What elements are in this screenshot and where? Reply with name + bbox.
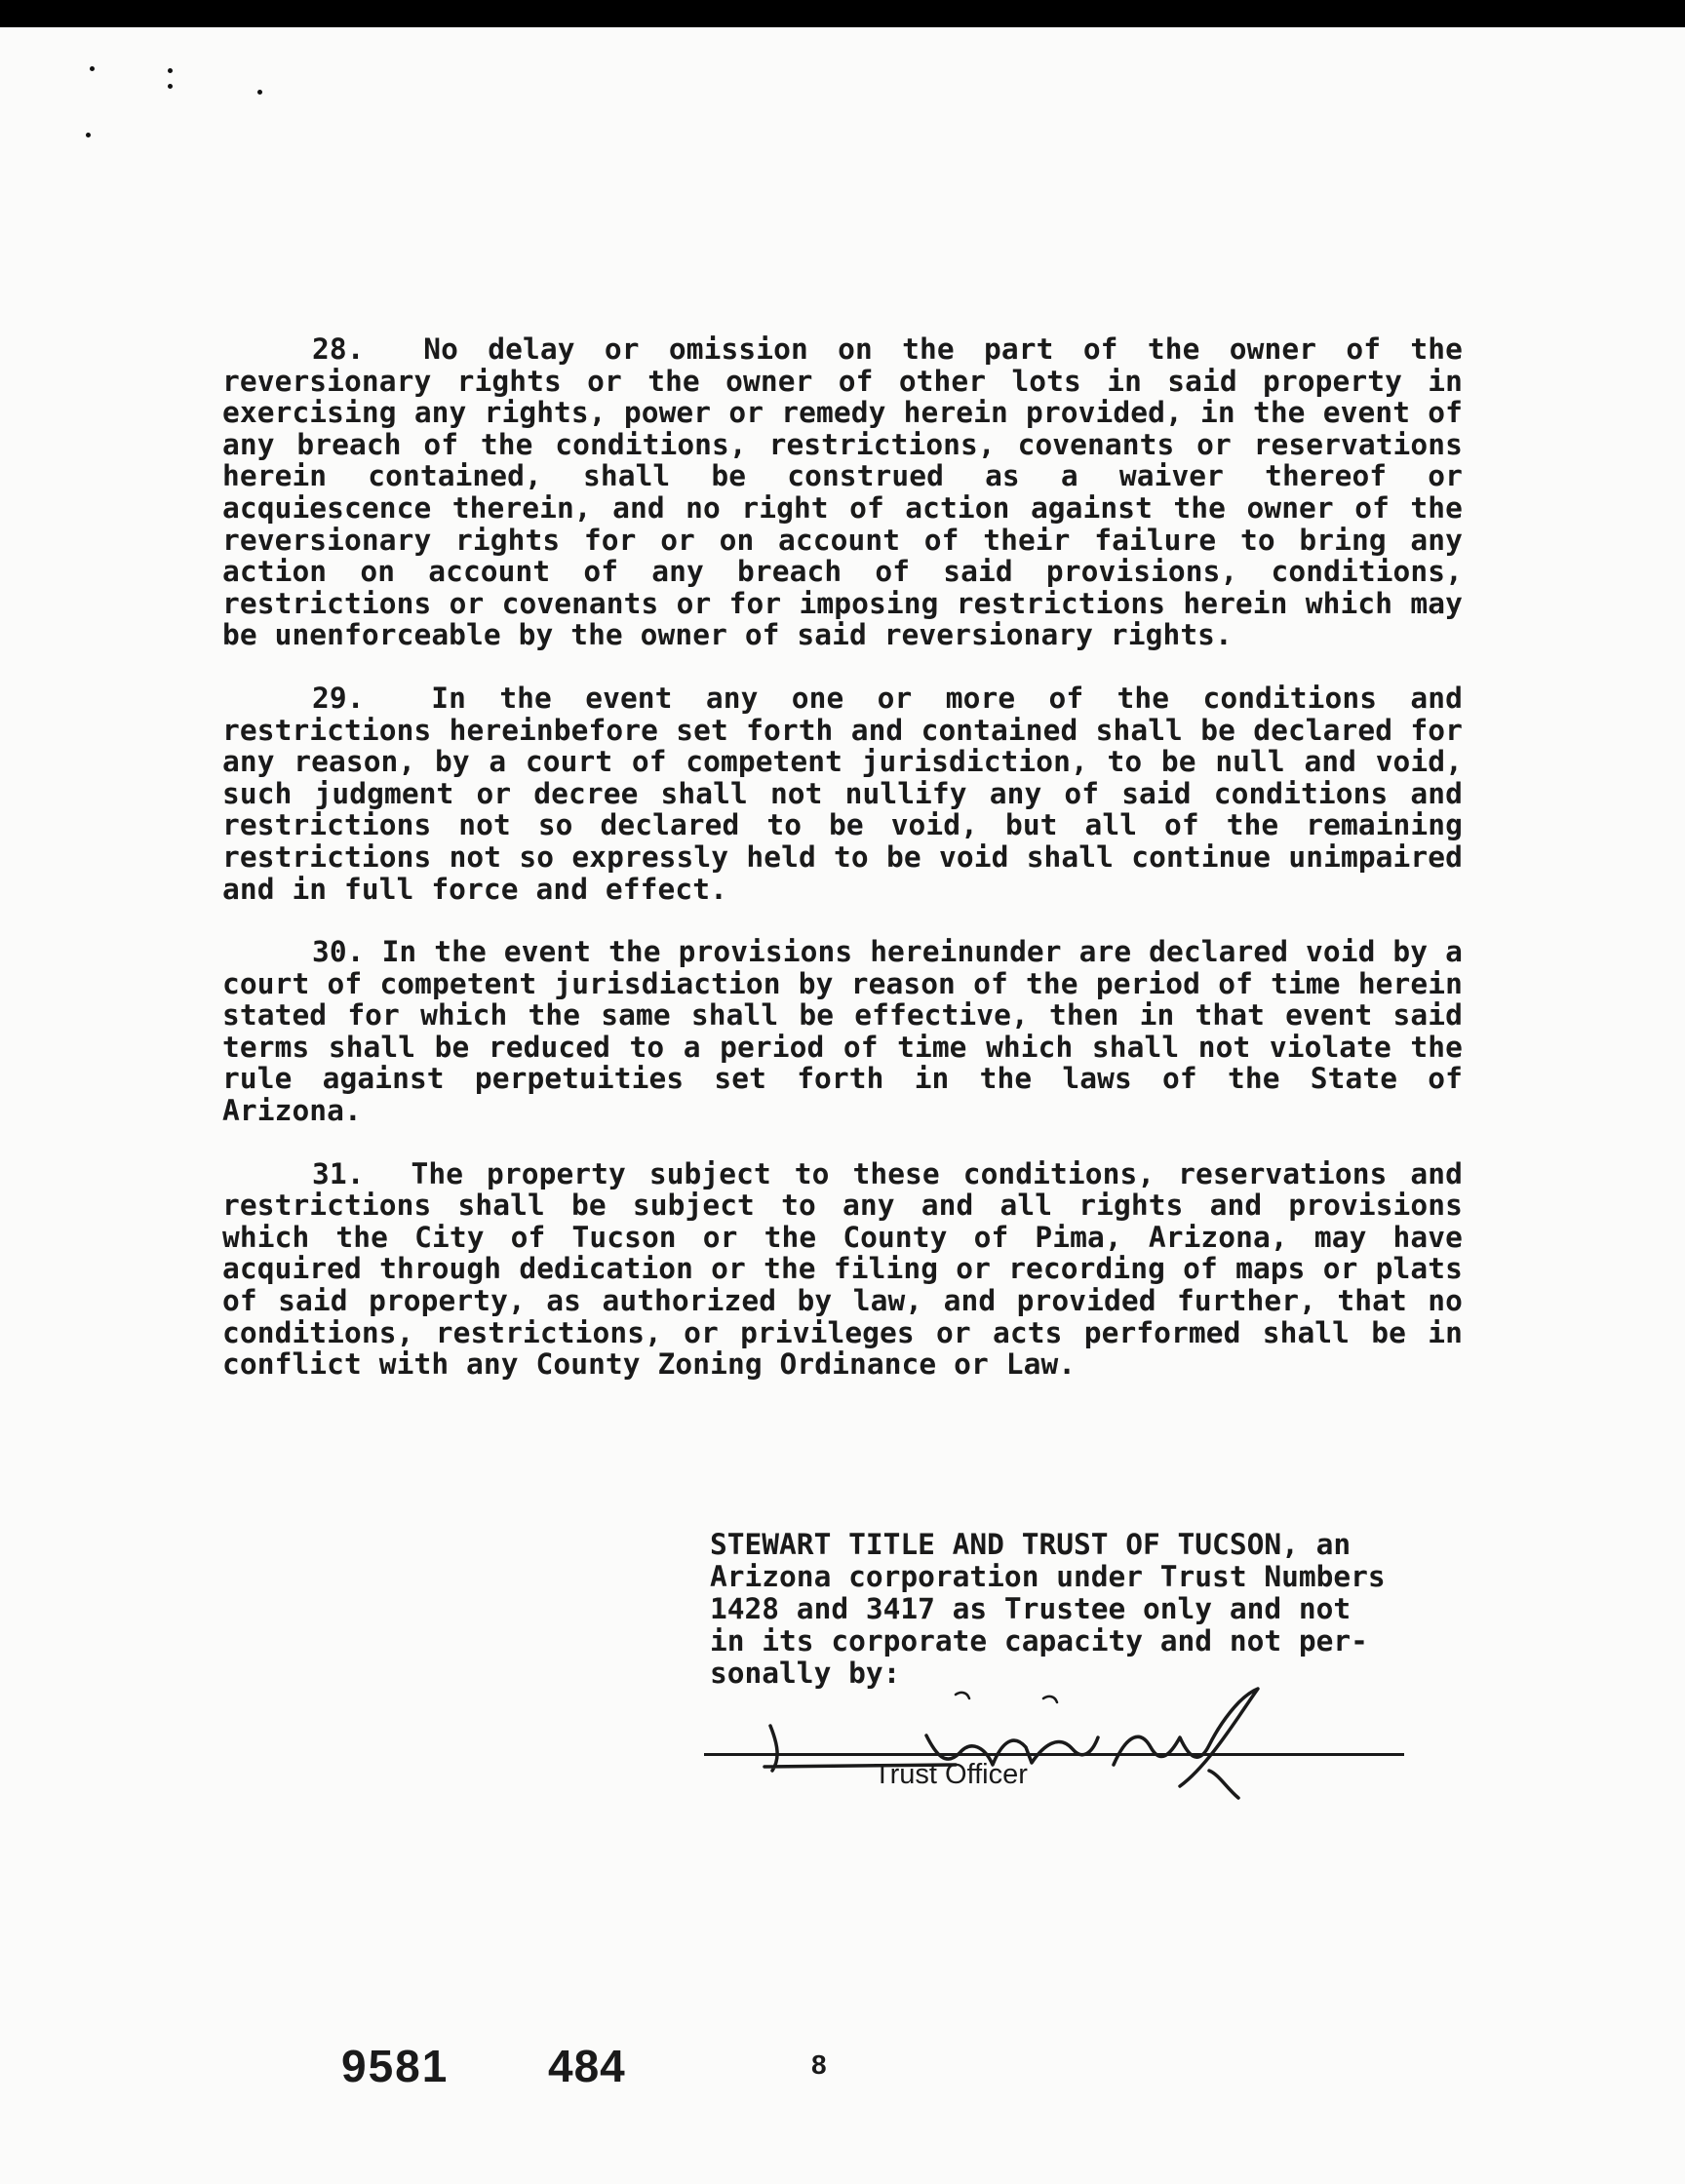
paragraph-text: In the event the provisions hereinunder are declared void by a court of competent jurisdiaction by reason of the period of time herein stated for which the same shall be effective, then in that event said terms shall be reduced to a period of time which shall not violate the rule against perpetuities set forth in the laws of the State of Arizona. bbox=[222, 935, 1463, 1128]
scan-top-edge bbox=[0, 0, 1685, 27]
signature-block-line: Arizona corporation under Trust Numbers bbox=[710, 1560, 1386, 1593]
paragraph-number: 30. bbox=[312, 935, 365, 969]
document-body bbox=[222, 333, 1463, 1412]
paragraph-number: 28. bbox=[312, 332, 365, 366]
scan-speck bbox=[168, 84, 173, 89]
signature-line bbox=[704, 1753, 1404, 1756]
scan-speck bbox=[86, 133, 91, 137]
page-number: 484 bbox=[548, 2041, 626, 2091]
paragraph-number: 29. bbox=[312, 681, 365, 715]
paragraph-28 bbox=[222, 333, 1463, 651]
handwritten-signature bbox=[751, 1677, 1355, 1804]
signature-block-line: in its corporate capacity and not per- bbox=[710, 1624, 1368, 1658]
trustee-signature-block bbox=[710, 1529, 1443, 1690]
signature-block-line: 1428 and 3417 as Trustee only and not bbox=[710, 1592, 1352, 1625]
paragraph-30 bbox=[222, 936, 1463, 1127]
document-number: 9581 bbox=[341, 2041, 450, 2091]
paragraph-text: In the event any one or more of the conditions and restrictions hereinbefore set forth and contained shall be declared for any reason, by a court of competent jurisdiction, to be null and void, such judgment or decree shall not nullify any of said conditions and restrictions not so declared to be void, but all of the remaining restrictions not so expressly held to be void shall continue unimpaired and in full force and effect. bbox=[222, 681, 1463, 906]
paragraph-text: The property subject to these conditions, reservations and restrictions shall be subject to any and all rights and provisions which the City of Tucson or the County of Pima, Arizona, may have acquired through dedication or the filing or recording of maps or plats of said property, as authorized by law, and provided further, that no conditions, restrictions, or privileges or acts performed shall be in conflict with any County Zoning Ordinance or Law. bbox=[222, 1156, 1463, 1382]
signature-block-line: sonally by: bbox=[710, 1657, 901, 1690]
scan-speck bbox=[257, 90, 262, 95]
paragraph-31 bbox=[222, 1158, 1463, 1381]
signature-caption: Trust Officer bbox=[874, 1759, 1028, 1790]
signature-block-line: STEWART TITLE AND TRUST OF TUCSON, an bbox=[710, 1528, 1352, 1561]
sheet-number: 8 bbox=[811, 2049, 827, 2080]
paragraph-number: 31. bbox=[312, 1156, 365, 1190]
scan-speck bbox=[168, 68, 173, 73]
scan-speck bbox=[90, 66, 95, 71]
paragraph-text: No delay or omission on the part of the owner of the reversionary rights or the owner of other lots in said property in exercising any rights, power or remedy herein provided, in the event of any breach of the conditions, restrictions, covenants or reservations herein contained, shall be construed as a waiver thereof or acquiescence therein, and no right of action against the owner of the reversionary rights for or on account of their failure to bring any action on account of any breach of said provisions, conditions, restrictions or covenants or for imposing restrictions herein which may be unenforceable by the owner of said reversionary rights. bbox=[222, 332, 1463, 652]
paragraph-29 bbox=[222, 682, 1463, 905]
